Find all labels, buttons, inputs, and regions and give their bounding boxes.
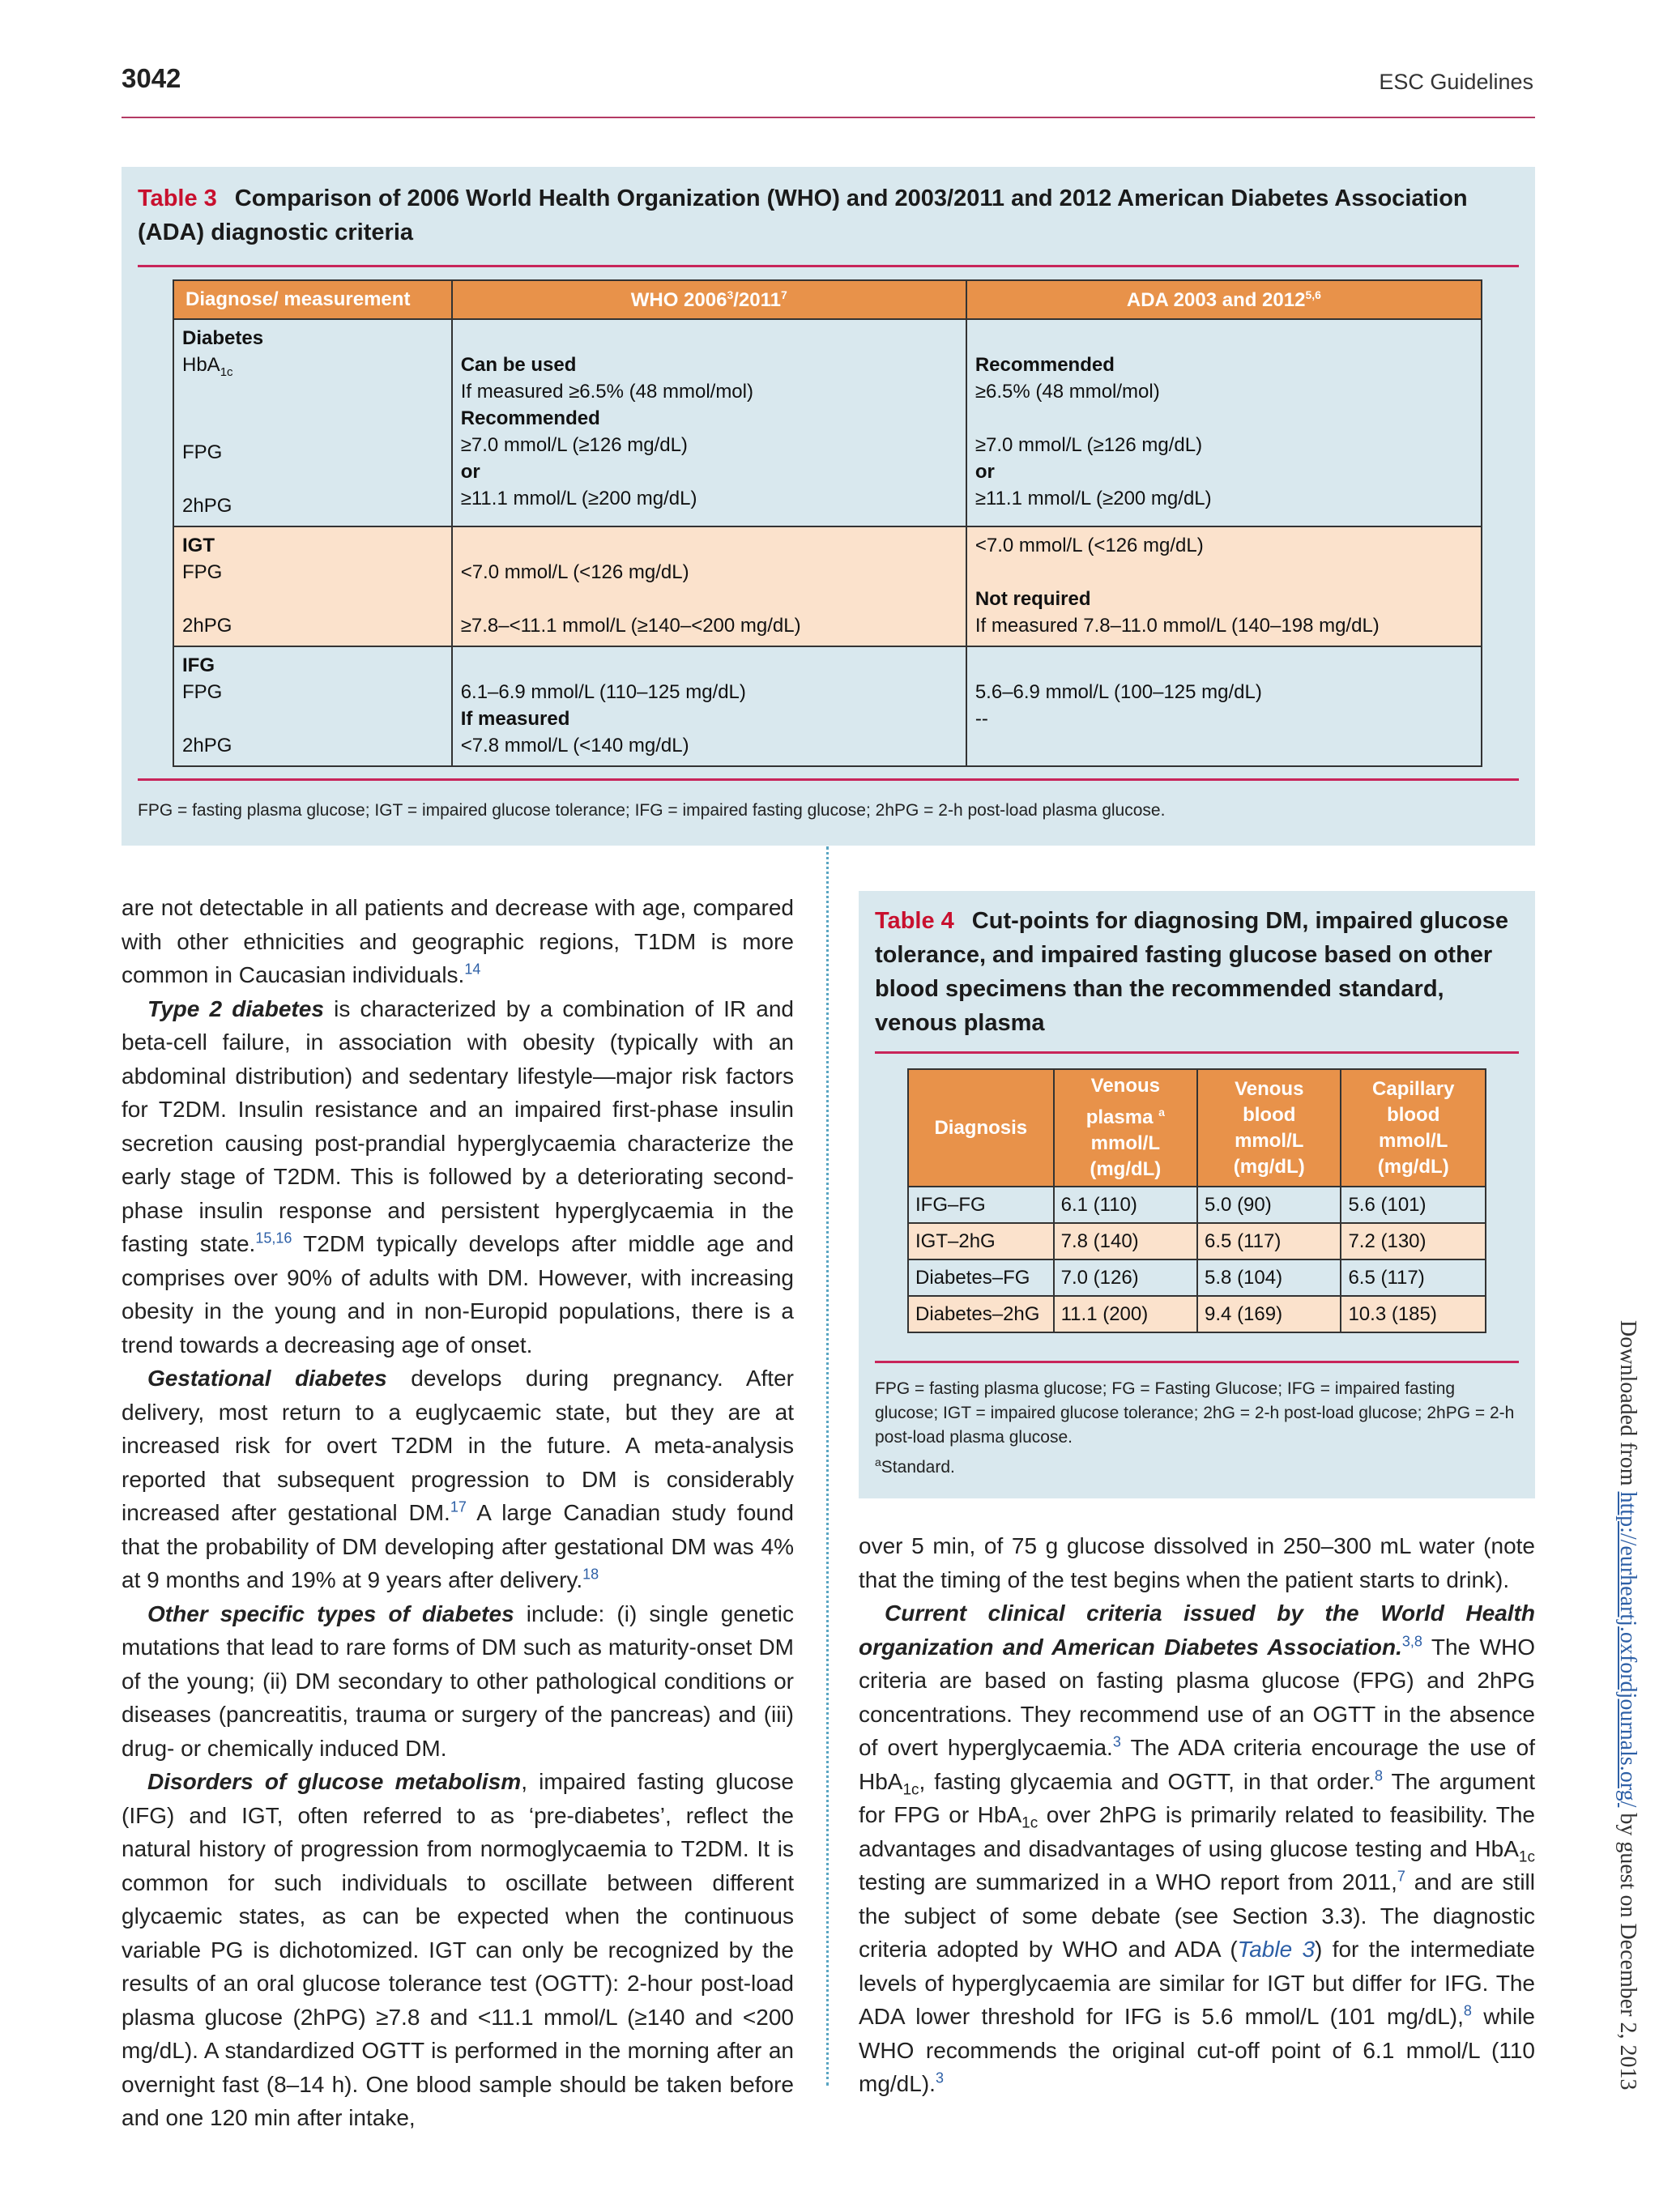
t3-hba1c-text: HbA (182, 354, 220, 376)
t4-col-capillary-blood (1341, 1069, 1486, 1187)
left-para-3 (122, 1362, 794, 1597)
t4-col-venous-plasma (1054, 1069, 1197, 1187)
table-3-link[interactable]: Table 3 (1237, 1937, 1316, 1962)
t3-ifg-who-2: If measured (460, 707, 570, 730)
right-para-1: over 5 min, of 75 g glucose dissolved in 250–300 mL water (note that the timing of the test begins when the patient starts to drink). (859, 1533, 1535, 1592)
t3-d-who-3: Recommended (460, 407, 600, 429)
sub-1c: 1c (902, 1781, 919, 1799)
t3-row-diabetes (173, 319, 1482, 526)
sub-1c: 1c (1518, 1848, 1535, 1866)
t4-col-venous-blood (1197, 1069, 1341, 1187)
t4-cell: Diabetes–FG (908, 1259, 1054, 1296)
left-p1-text: are not detectable in all patients and decrease with age, compared with other ethnicities and geographic regions, T1DM is more common in Caucasian individuals. (122, 895, 794, 987)
t4-footnote-a-mark: a (875, 1455, 881, 1468)
left-para-1 (122, 891, 794, 992)
t3-d-who-4: ≥7.0 mmol/L (≥126 mg/dL) (460, 434, 688, 456)
t3-d-ada-5: or (975, 461, 995, 483)
t4-cell: 10.3 (185) (1341, 1296, 1486, 1332)
table-row (908, 1296, 1486, 1332)
t3-diabetes-ada (966, 319, 1482, 526)
t3-igt-head: IGT (182, 534, 215, 556)
left-p4a: include: (i) single genetic mutations that lead to rare forms of DM such as maturity-onset DM of the young; (ii) DM secondary to other pathological conditions or diseases (pancreatitis, trauma or surgery of the pancreas) and (iii) drug- or chemically induced DM. (122, 1600, 794, 1761)
t4-cell: 7.8 (140) (1054, 1223, 1197, 1259)
t4-cell: 7.0 (126) (1054, 1259, 1197, 1296)
t3-ifg-who (452, 646, 966, 766)
t3-diabetes-who (452, 319, 966, 526)
t4-vp-3: mmol/L (1090, 1132, 1160, 1154)
heading-gestational: Gestational diabetes (147, 1366, 387, 1391)
table-4-title: Cut-points for diagnosing DM, impaired glucose tolerance, and impaired fasting glucose based on other blood specimens than the recommended standard, venous plasma (875, 908, 1508, 1036)
right-p2d: The argument for FPG or HbA (859, 1768, 1535, 1827)
heading-other-types: Other specific types of diabetes (147, 1600, 514, 1626)
t3-d-who-6: ≥11.1 mmol/L (≥200 mg/dL) (460, 488, 697, 509)
t4-vp-4: (mg/dL) (1090, 1158, 1162, 1180)
table-row (908, 1187, 1486, 1223)
right-para-2 (859, 1596, 1535, 2101)
table-3-bottom-rule (138, 778, 1519, 781)
t3-col-ada (966, 280, 1482, 319)
right-p2i: while WHO recommends the original cut-off point of 6.1 mmol/L (110 mg/dL). (859, 2004, 1535, 2096)
t4-cb-2: blood (1387, 1103, 1440, 1126)
t4-cell: Diabetes–2hG (908, 1296, 1054, 1332)
ref-7[interactable]: 7 (1397, 1868, 1405, 1885)
table-3 (173, 279, 1482, 767)
table-row (908, 1223, 1486, 1259)
t3-igt-ada-2: Not required (975, 587, 1091, 610)
journal-url-link[interactable]: http://eurheartj.oxfordjournals.org/ (1615, 1491, 1640, 1808)
t3-ifg-head: IFG (182, 654, 215, 676)
t3-col-who (452, 280, 966, 319)
right-p2g: and are still the subject of some debate (see Section 3.3). The diagnostic criteria adopted by WHO and ADA ( (859, 1869, 1535, 1962)
t4-vp-2 (1060, 1099, 1192, 1131)
download-note (1614, 1320, 1640, 2091)
t3-ifg-ada (966, 646, 1482, 766)
t3-d-ada-1: Recommended (975, 354, 1115, 376)
t3-ifg-ada-2: -- (975, 707, 988, 730)
left-para-2 (122, 992, 794, 1362)
t3-hba1c-sub: 1c (220, 364, 233, 379)
running-head: ESC Guidelines (1379, 70, 1533, 94)
t3-diabetes-hba1c (182, 352, 443, 386)
t3-d-ada-4: ≥7.0 mmol/L (≥126 mg/dL) (975, 434, 1203, 456)
right-p2f: testing are summarized in a WHO report from 2011, (859, 1869, 1397, 1894)
table-4-top-rule (875, 1051, 1519, 1054)
t3-diabetes-fpg: FPG (182, 441, 223, 463)
ref-3[interactable]: 3 (935, 2069, 944, 2086)
ref-18[interactable]: 18 (582, 1566, 599, 1583)
t4-footnote-a (875, 1450, 1519, 1480)
t3-ifg-2hpg: 2hPG (182, 734, 232, 757)
left-p2b: T2DM typically develops after middle age and comprises over 90% of adults with DM. However, with increasing obesity in the young and in non-Europid populations, there is a trend towards a decreasing age of onset. (122, 1231, 794, 1357)
t4-cell: 5.8 (104) (1197, 1259, 1341, 1296)
t3-igt-ada (966, 526, 1482, 646)
t4-cell: IGT–2hG (908, 1223, 1054, 1259)
t4-vb-3: mmol/L (1235, 1129, 1304, 1152)
t3-igt-labels (173, 526, 452, 646)
ref-3[interactable]: 3 (1112, 1733, 1121, 1750)
t3-who-label2: /2011 (733, 288, 781, 311)
ref-3-8[interactable]: 3,8 (1401, 1633, 1422, 1650)
t3-ifg-who-3: <7.8 mmol/L (<140 mg/dL) (460, 734, 689, 757)
ref-14[interactable]: 14 (464, 961, 481, 978)
column-divider (826, 846, 829, 2086)
t4-vp-2-text: plasma (1085, 1106, 1154, 1128)
t4-cell: 5.6 (101) (1341, 1187, 1486, 1223)
table-4-caption (875, 904, 1523, 1040)
t4-cell: 9.4 (169) (1197, 1296, 1341, 1332)
t3-ada-ref: 5,6 (1305, 288, 1321, 301)
t4-cell: 7.2 (130) (1341, 1223, 1486, 1259)
ref-8[interactable]: 8 (1463, 2002, 1472, 2019)
t3-igt-ada-1: <7.0 mmol/L (<126 mg/dL) (975, 534, 1204, 556)
sub-1c: 1c (1021, 1814, 1038, 1832)
t3-col-diagnose: Diagnose/ measurement (173, 280, 452, 319)
t4-vp-1: Venous (1090, 1075, 1160, 1097)
t4-footnote-text: FPG = fasting plasma glucose; FG = Fasting Glucose; IFG = impaired fasting glucose; IGT = impaired glucose tolerance; 2hG = 2-h post-load glucose; 2hPG = 2-h post-load plasma glucose. (875, 1379, 1515, 1447)
t3-d-who-1: Can be used (460, 354, 577, 376)
t3-igt-2hpg: 2hPG (182, 614, 232, 637)
heading-disorders: Disorders of glucose metabolism (147, 1769, 522, 1794)
page-number: 3042 (122, 63, 181, 93)
t4-footnote-a-text: Standard. (881, 1458, 955, 1477)
ref-15-16[interactable]: 15,16 (255, 1230, 292, 1247)
t3-igt-who-2: ≥7.8–<11.1 mmol/L (≥140–<200 mg/dL) (460, 614, 801, 637)
right-p2a: The WHO criteria are based on fasting plasma glucose (FPG) and 2hPG concentrations. They recommend use of an OGTT in the absence of overt hyperglycaemia. (859, 1634, 1535, 1760)
t4-cell: IFG–FG (908, 1187, 1054, 1223)
left-para-4 (122, 1597, 794, 1766)
t4-vb-2: blood (1243, 1103, 1296, 1126)
right-p2e: over 2hPG is primarily related to feasibility. The advantages and disadvantages of using glucose testing and HbA (859, 1802, 1536, 1861)
t4-cell: 6.5 (117) (1197, 1223, 1341, 1259)
t3-who-ref1: 3 (727, 288, 734, 301)
t4-cb-1: Capillary (1372, 1077, 1455, 1100)
t4-vb-1: Venous (1235, 1077, 1304, 1100)
table-4-header-row (908, 1069, 1486, 1187)
left-column (122, 891, 794, 2135)
t3-ifg-fpg: FPG (182, 680, 223, 703)
table-4 (907, 1068, 1486, 1333)
table-3-top-rule (138, 265, 1519, 267)
t3-igt-who (452, 526, 966, 646)
t3-row-igt (173, 526, 1482, 646)
t3-ifg-labels (173, 646, 452, 766)
t3-diabetes-head: Diabetes (182, 327, 264, 349)
t4-vp-mark: a (1158, 1106, 1165, 1119)
t3-who-ref2: 7 (780, 288, 787, 301)
t4-cell: 6.5 (117) (1341, 1259, 1486, 1296)
t4-cb-4: (mg/dL) (1377, 1155, 1449, 1178)
download-prefix: Downloaded from (1615, 1320, 1640, 1492)
ref-17[interactable]: 17 (450, 1498, 467, 1515)
t3-d-ada-6: ≥11.1 mmol/L (≥200 mg/dL) (975, 488, 1212, 509)
right-column (859, 1529, 1535, 2101)
left-p3a: develops during pregnancy. After delivery, most return to a euglycaemic state, but they are at increased risk for overt T2DM in the future. A meta-analysis reported that subsequent progression to DM is considerably increased after gestational DM. (122, 1366, 794, 1525)
header-rule (122, 117, 1535, 118)
heading-type2: Type 2 diabetes (147, 995, 324, 1021)
right-p2h: ) for the intermediate levels of hyperglycaemia are similar for IGT but differ for IFG. The ADA lower threshold for IFG is 5.6 mmol/L (101 mg/dL), (859, 1937, 1536, 2029)
table-4-label: Table 4 (875, 908, 954, 934)
left-para-5 (122, 1765, 794, 2135)
t4-cell: 5.0 (90) (1197, 1187, 1341, 1223)
t3-d-who-5: or (460, 461, 480, 483)
table-4-footnote (875, 1377, 1519, 1480)
left-p2a: is characterized by a combination of IR and beta-cell failure, in association with obesity (typically with an abdominal distribution) and sedentary lifestyle—major risk factors for T2DM. Insulin resistance and an impaired first-phase insulin secretion causing post-prandial hyperglycaemia characterize the early stage of T2DM. This is followed by a deteriorating second-phase insulin response and persistent hyperglycaemia in the fasting state. (122, 995, 794, 1256)
right-p2b: The ADA criteria encourage the use of HbA (859, 1735, 1535, 1794)
t3-row-ifg (173, 646, 1482, 766)
left-p3b: A large Canadian study found that the probability of DM developing after gestational DM was 4% at 9 months and 19% at 9 years after delivery. (122, 1500, 794, 1592)
table-3-header-row (173, 280, 1482, 319)
right-p2c: , fasting glycaemia and OGTT, in that order. (919, 1768, 1375, 1794)
t3-igt-who-1: <7.0 mmol/L (<126 mg/dL) (460, 560, 689, 583)
t3-who-label: WHO 2006 (630, 288, 727, 311)
t3-diabetes-2hpg: 2hPG (182, 494, 232, 517)
left-p5a: , impaired fasting glucose (IFG) and IGT, often referred to as ‘pre-diabetes’, reflect the natural history of progression from normoglycaemia to T2DM. It is common for such individuals to oscillate between different glycaemic states, as can be expected when the continuous variable PG is dichotomized. IGT can only be recognized by the results of an oral glucose tolerance test (OGTT): 2-hour post-load plasma glucose (2hPG) ≥7.8 and <11.1 mmol/L (≥140 and <200 mg/dL). A standardized OGTT is performed in the morning after an overnight fast (8–14 h). One blood sample should be taken before and one 120 min after intake, (122, 1769, 794, 2130)
t4-vb-4: (mg/dL) (1233, 1155, 1305, 1178)
download-suffix: by guest on December 2, 2013 (1615, 1807, 1640, 2091)
t3-ifg-ada-1: 5.6–6.9 mmol/L (100–125 mg/dL) (975, 680, 1262, 703)
table-4-bottom-rule (875, 1361, 1519, 1363)
t4-cell: 6.1 (110) (1054, 1187, 1197, 1223)
t3-d-who-2: If measured ≥6.5% (48 mmol/mol) (460, 381, 753, 403)
ref-8[interactable]: 8 (1374, 1767, 1383, 1784)
table-3-footnote: FPG = fasting plasma glucose; IGT = impaired glucose tolerance; IFG = impaired fasting glucose; 2hPG = 2-h post-load plasma glucose. (138, 801, 1166, 820)
t3-diabetes-labels (173, 319, 452, 526)
t3-ifg-who-1: 6.1–6.9 mmol/L (110–125 mg/dL) (460, 680, 746, 703)
t3-d-ada-2: ≥6.5% (48 mmol/mol) (975, 381, 1160, 403)
t3-igt-fpg: FPG (182, 560, 223, 583)
heading-current-criteria: Current clinical criteria issued by the World Health organization and American Diabetes Association. (859, 1600, 1535, 1660)
t3-igt-ada-3: If measured 7.8–11.0 mmol/L (140–198 mg/dL) (975, 614, 1380, 637)
table-3-title: Comparison of 2006 World Health Organization (WHO) and 2003/2011 and 2012 American Diabetes Association (ADA) diagnostic criteria (138, 185, 1468, 245)
t4-cb-3: mmol/L (1379, 1129, 1448, 1152)
t4-col-diagnosis: Diagnosis (908, 1069, 1054, 1187)
table-3-caption (138, 181, 1515, 249)
t3-ada-label: ADA 2003 and 2012 (1126, 288, 1306, 311)
t4-cell: 11.1 (200) (1054, 1296, 1197, 1332)
table-3-label: Table 3 (138, 185, 217, 211)
table-row (908, 1259, 1486, 1296)
